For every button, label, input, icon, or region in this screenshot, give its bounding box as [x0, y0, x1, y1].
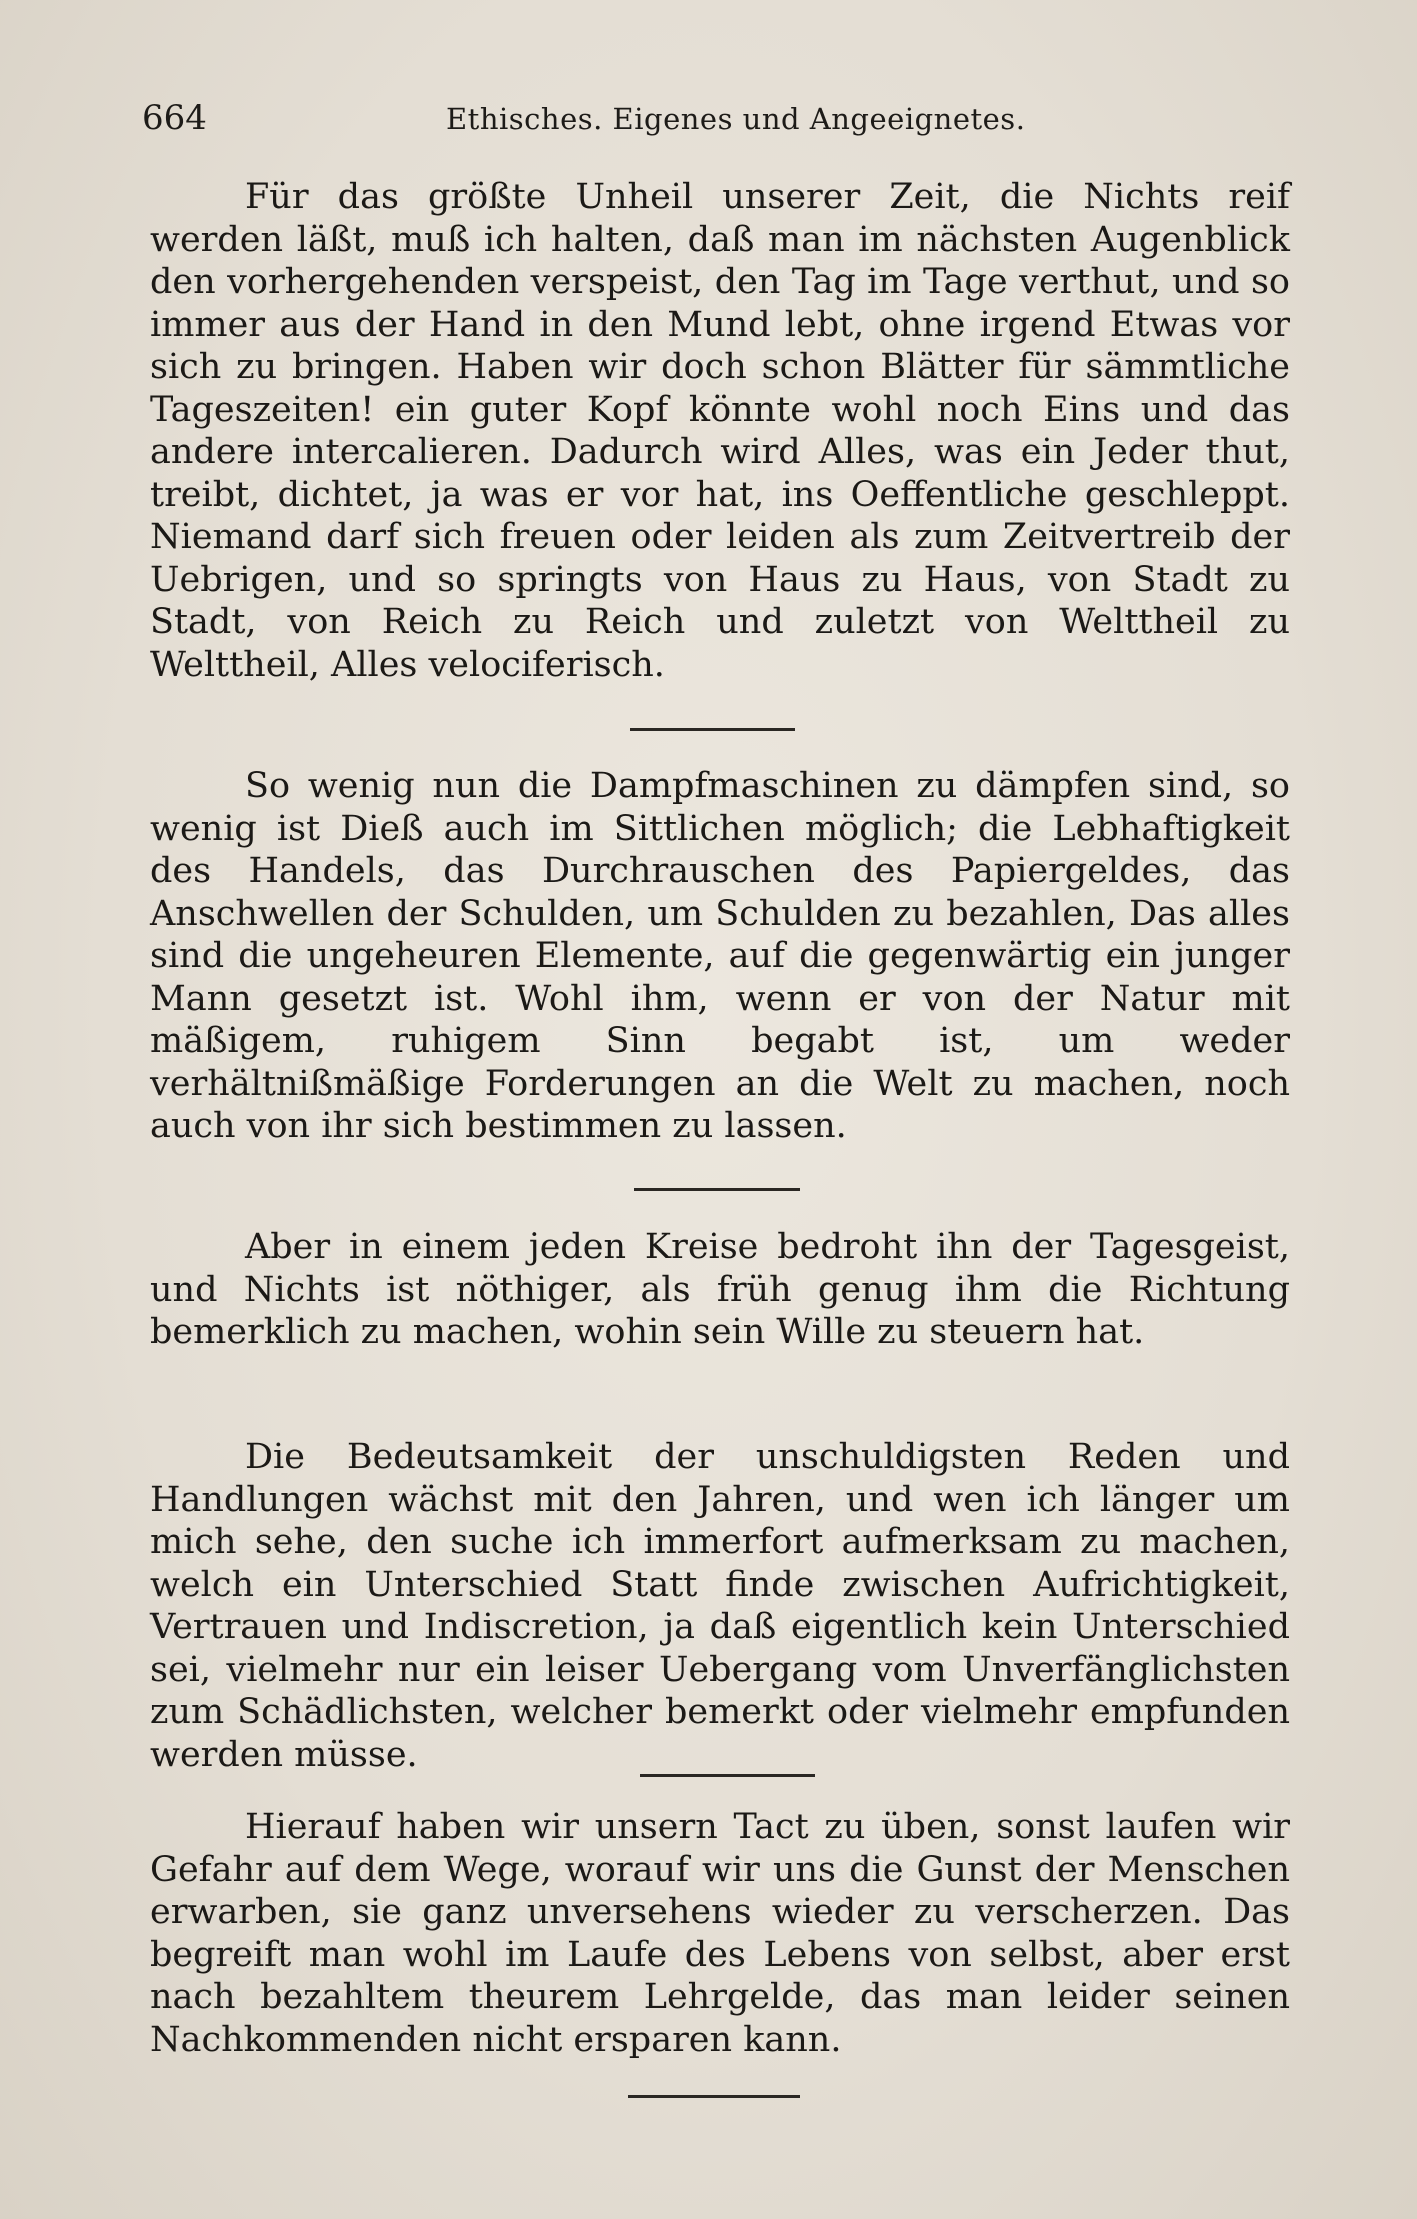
section-divider-3	[640, 1774, 815, 1777]
page-number: 664	[142, 98, 207, 138]
paragraph-2: So wenig nun die Dampfmaschinen zu dämpfen sind, so wenig ist Dieß auch im Sittlichen möglich; die Lebhaftigkeit des Handels, das Durchrauschen des Papiergeldes, das Anschwellen der Schulden, um Schulden zu bezahlen, Das alles sind die ungeheuren Elemente, auf die gegenwärtig ein junger Mann gesetzt ist. Wohl ihm, wenn er von der Natur mit mäßigem, ruhigem Sinn begabt ist, um weder verhältnißmäßige Forderungen an die Welt zu machen, noch auch von ihr sich bestimmen zu lassen.	[150, 766, 1290, 1146]
section-divider-1	[630, 728, 795, 731]
page-header	[142, 98, 1292, 138]
section-divider-4	[628, 2095, 800, 2098]
paragraph-4: Die Bedeutsamkeit der unschuldigsten Reden und Handlungen wächst mit den Jahren, und wen ich länger um mich sehe, den suche ich immerfort aufmerksam zu machen, welch ein Unterschied Statt finde zwischen Aufrichtigkeit, Vertrauen und Indiscretion, ja daß eigentlich kein Unterschied sei, vielmehr nur ein leiser Uebergang vom Unverfänglichsten zum Schädlichsten, welcher bemerkt oder vielmehr empfunden werden müsse.	[150, 1437, 1290, 1775]
paragraph-5: Hierauf haben wir unsern Tact zu üben, sonst laufen wir Gefahr auf dem Wege, worauf wir uns die Gunst der Menschen erwarben, sie ganz unversehens wieder zu verscherzen. Das begreift man wohl im Laufe des Lebens von selbst, aber erst nach bezahltem theurem Lehrgelde, das man leider seinen Nachkommenden nicht ersparen kann.	[150, 1807, 1290, 2060]
paragraph-1: Für das größte Unheil unserer Zeit, die Nichts reif werden läßt, muß ich halten, daß man im nächsten Augenblick den vorhergehenden verspeist, den Tag im Tage verthut, und so immer aus der Hand in den Mund lebt, ohne irgend Etwas vor sich zu bringen. Haben wir doch schon Blätter für sämmtliche Tageszeiten! ein guter Kopf könnte wohl noch Eins und das andere intercalieren. Dadurch wird Alles, was ein Jeder thut, treibt, dichtet, ja was er vor hat, ins Oeffentliche geschleppt. Niemand darf sich freuen oder leiden als zum Zeitvertreib der Uebrigen, und so springts von Haus zu Haus, von Stadt zu Stadt, von Reich zu Reich und zuletzt von Welttheil zu Welttheil, Alles velociferisch.	[150, 177, 1290, 685]
paragraph-3: Aber in einem jeden Kreise bedroht ihn der Tagesgeist, und Nichts ist nöthiger, als früh genug ihm die Richtung bemerklich zu machen, wohin sein Wille zu steuern hat.	[150, 1227, 1290, 1352]
running-title: Ethisches. Eigenes und Angeeignetes.	[446, 102, 1026, 136]
section-divider-2	[634, 1188, 800, 1191]
